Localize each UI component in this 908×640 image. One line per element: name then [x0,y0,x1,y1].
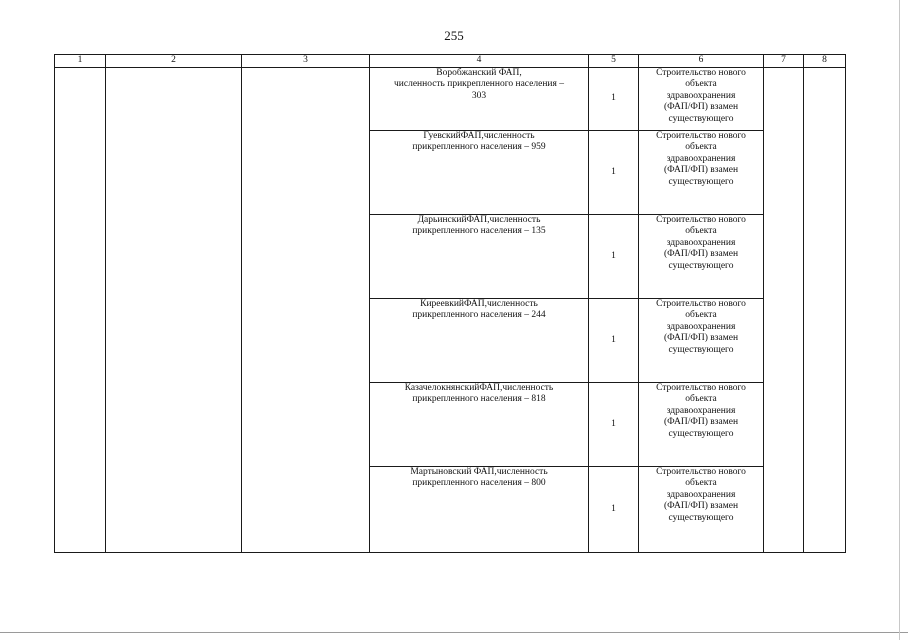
table-row [55,68,846,131]
action-description: Строительство нового объекта здравоохранения (ФАП/ФП) взамен существующего [639,383,764,467]
facility-description: ГуевскийФАП,численность прикрепленного населения – 959 [370,131,589,215]
cell-col3 [242,131,370,215]
column-header-4: 4 [370,55,589,68]
cell-col8 [804,383,846,467]
action-description: Строительство нового объекта здравоохранения (ФАП/ФП) взамен существующего [639,215,764,299]
cell-col8 [804,215,846,299]
facility-count: 1 [589,467,639,553]
cell-col3 [242,467,370,553]
cell-col3 [242,215,370,299]
facility-count: 1 [589,299,639,383]
cell-col7 [764,383,804,467]
column-header-7: 7 [764,55,804,68]
cell-col2 [106,131,242,215]
cell-col1 [55,68,106,131]
action-description: Строительство нового объекта здравоохранения (ФАП/ФП) взамен существующего [639,131,764,215]
table-row [55,215,846,299]
cell-col2 [106,467,242,553]
facility-description: Мартыновский ФАП,численность прикрепленного населения – 800 [370,467,589,553]
cell-col8 [804,131,846,215]
table-header-row [55,55,846,68]
cell-col7 [764,215,804,299]
cell-col1 [55,467,106,553]
cell-col1 [55,299,106,383]
cell-col2 [106,383,242,467]
cell-col3 [242,68,370,131]
table-row [55,131,846,215]
cell-col7 [764,467,804,553]
cell-col3 [242,299,370,383]
cell-col7 [764,131,804,215]
column-header-5: 5 [589,55,639,68]
facility-count: 1 [589,215,639,299]
action-description: Строительство нового объекта здравоохранения (ФАП/ФП) взамен существующего [639,467,764,553]
document-table [54,54,846,553]
facility-count: 1 [589,68,639,131]
page-number: 255 [444,28,464,43]
cell-col2 [106,68,242,131]
cell-col8 [804,467,846,553]
action-description: Строительство нового объекта здравоохранения (ФАП/ФП) взамен существующего [639,68,764,131]
cell-col7 [764,299,804,383]
table-row [55,467,846,553]
column-header-3: 3 [242,55,370,68]
cell-col2 [106,215,242,299]
scan-right-edge [899,0,900,640]
facility-description: КазачелокнянскийФАП,численность прикрепленного населения – 818 [370,383,589,467]
table-row [55,383,846,467]
scan-bottom-edge [0,632,908,633]
cell-col1 [55,131,106,215]
cell-col7 [764,68,804,131]
cell-col1 [55,215,106,299]
column-header-6: 6 [639,55,764,68]
cell-col3 [242,383,370,467]
cell-col8 [804,299,846,383]
cell-col1 [55,383,106,467]
facility-count: 1 [589,131,639,215]
column-header-2: 2 [106,55,242,68]
facility-count: 1 [589,383,639,467]
cell-col8 [804,68,846,131]
table-row [55,299,846,383]
facility-description: КиреевкийФАП,численность прикрепленного населения – 244 [370,299,589,383]
facility-description: Воробжанский ФАП, численность прикрепленного населения – 303 [370,68,589,131]
cell-col2 [106,299,242,383]
column-header-1: 1 [55,55,106,68]
column-header-8: 8 [804,55,846,68]
action-description: Строительство нового объекта здравоохранения (ФАП/ФП) взамен существующего [639,299,764,383]
facility-description: ДарьинскийФАП,численность прикрепленного населения – 135 [370,215,589,299]
